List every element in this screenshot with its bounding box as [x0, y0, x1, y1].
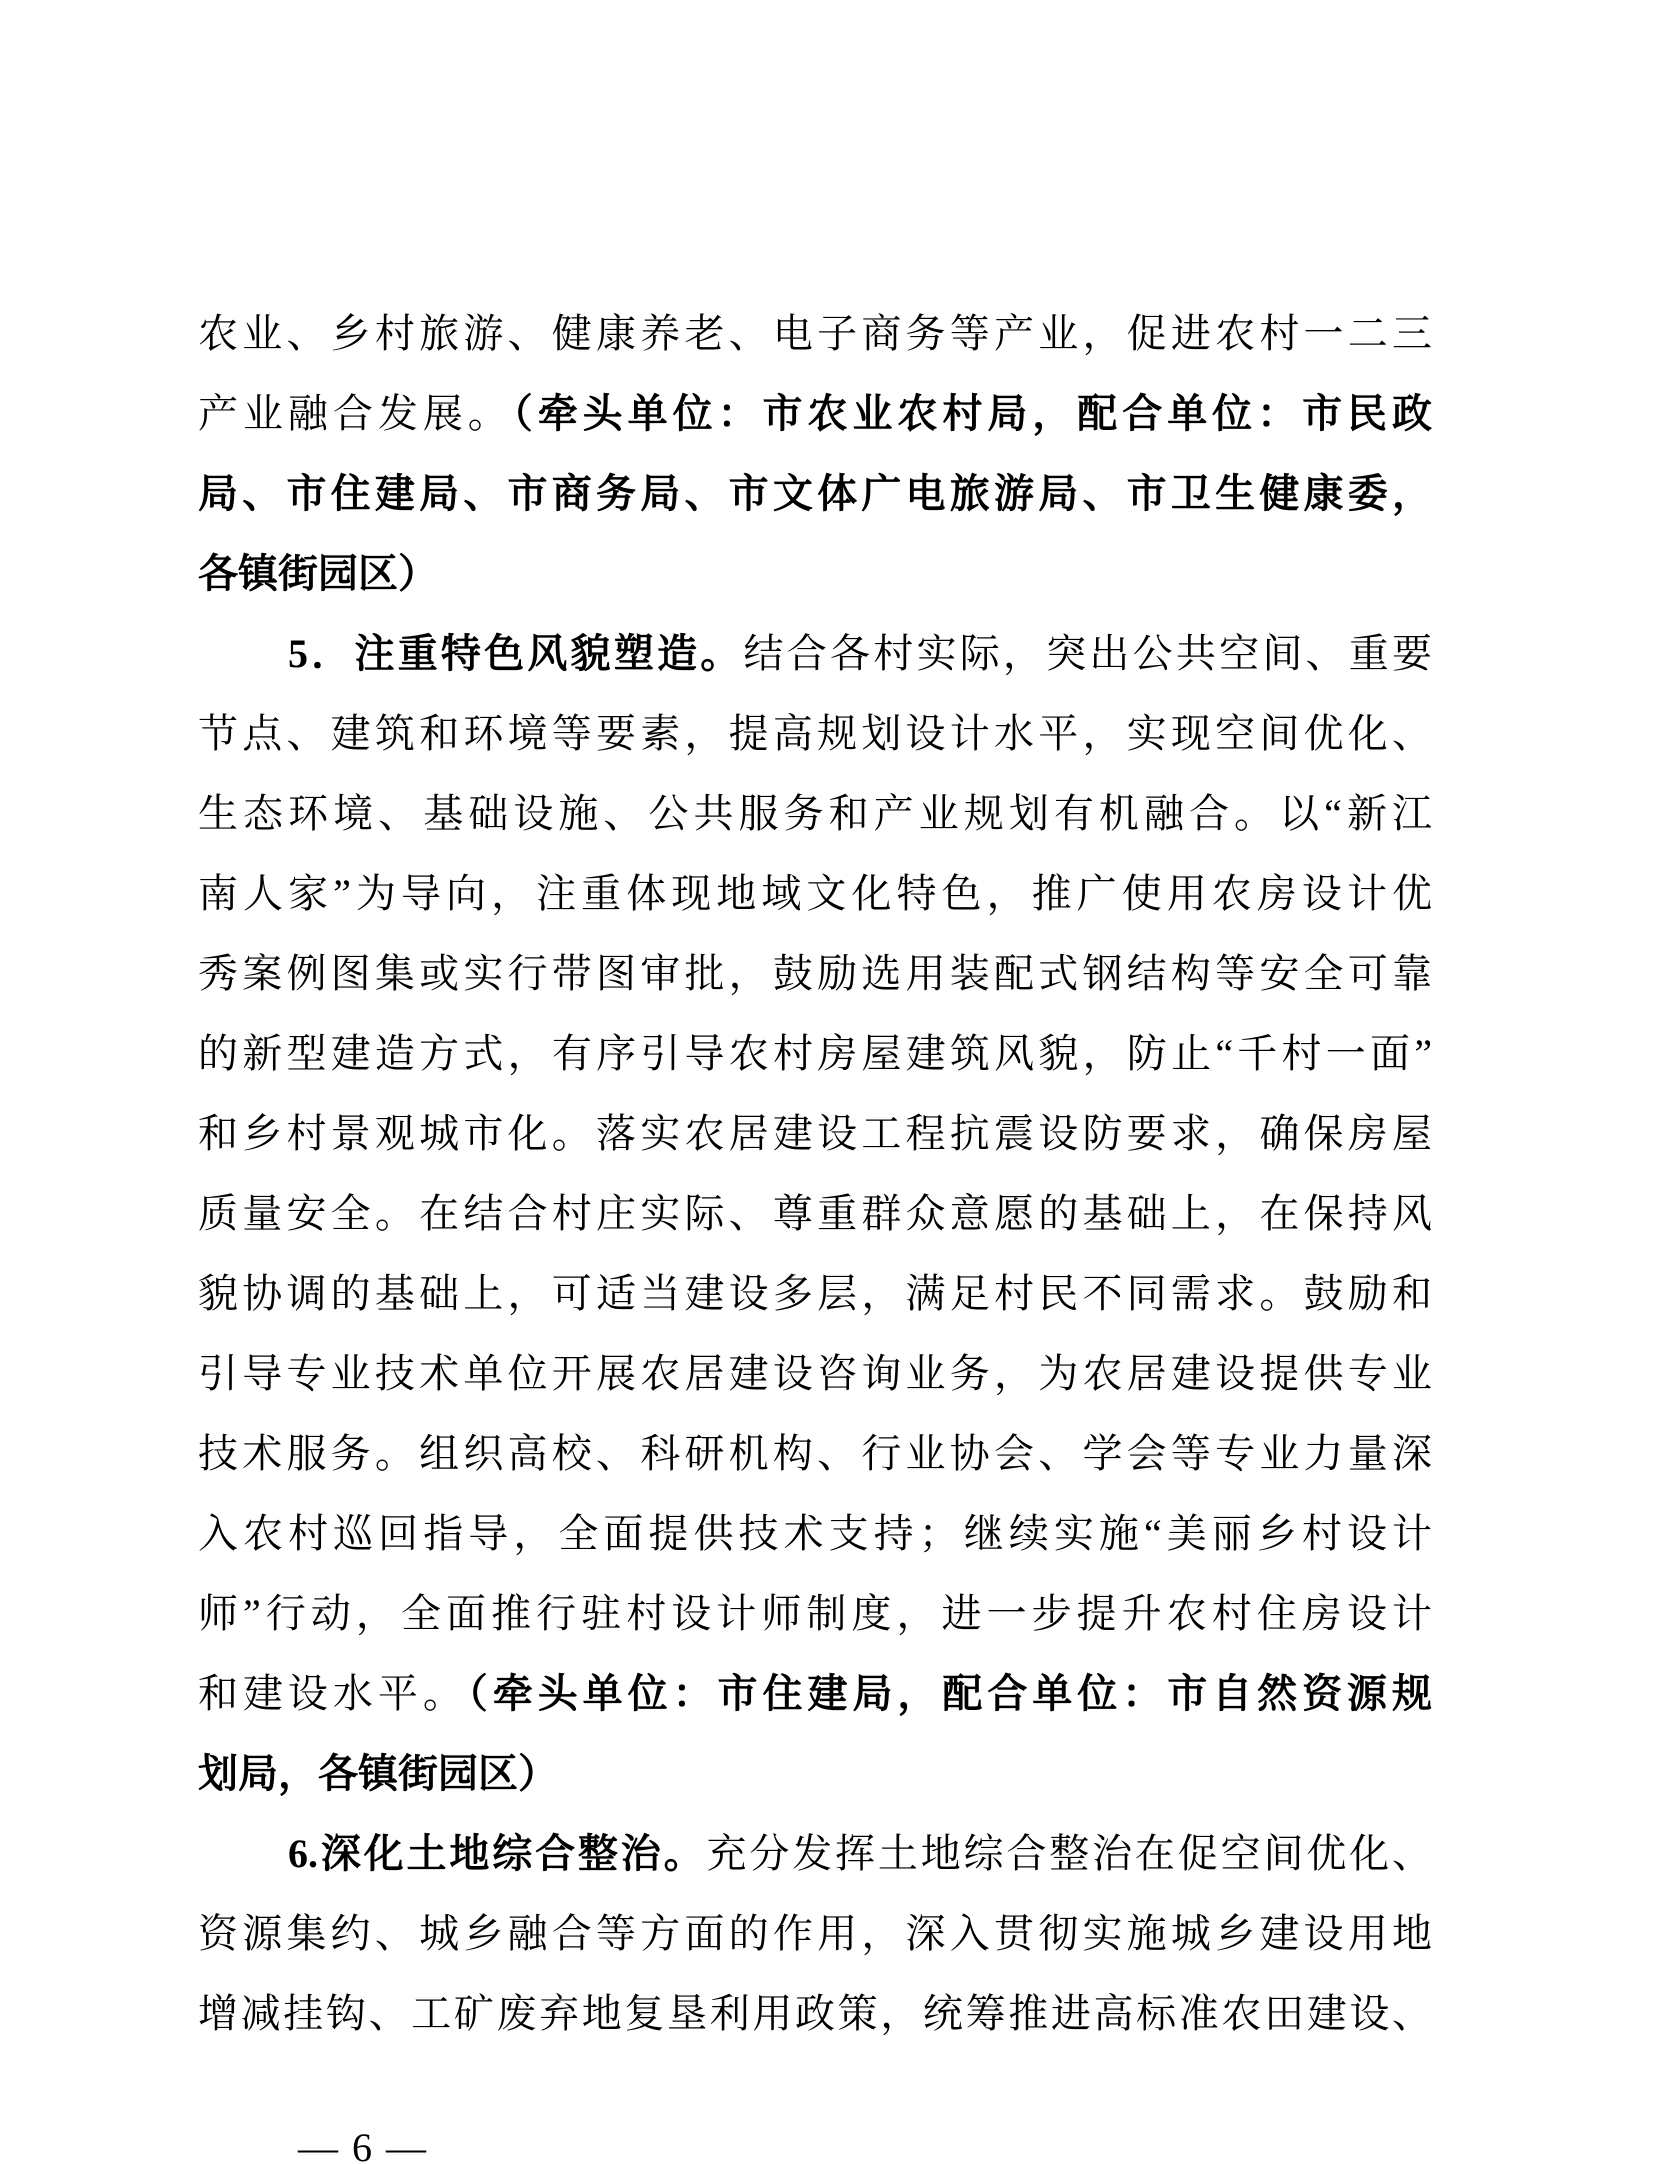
body-text: 增减挂钩、工矿废弃地复垦利用政策，统筹推进高标准农田建设、 — [198, 1991, 1432, 2036]
body-text: 南人家”为导向，注重体现地域文化特色，推广使用农房设计优 — [198, 871, 1432, 916]
text-line — [198, 1174, 1432, 1254]
text-line — [198, 854, 1432, 934]
body-text: 充分发挥土地综合整治在促空间优化、 — [706, 1831, 1433, 1876]
text-line — [198, 1014, 1432, 1094]
text-line — [198, 1894, 1432, 1974]
item-heading-5: 5．注重特色风貌塑造。 — [288, 631, 744, 676]
text-line — [198, 1254, 1432, 1334]
document-body — [198, 294, 1432, 2054]
body-text: 引导专业技术单位开展农居建设咨询业务，为农居建设提供专业 — [198, 1351, 1432, 1396]
body-text: 结合各村实际，突出公共空间、重要 — [743, 631, 1433, 676]
body-text: 貌协调的基础上，可适当建设多层，满足村民不同需求。鼓励和 — [198, 1271, 1432, 1316]
text-line — [198, 374, 1432, 454]
text-line — [198, 1734, 1432, 1814]
text-line — [198, 1654, 1432, 1734]
responsible-unit-text: 各镇街园区） — [198, 551, 438, 596]
text-line — [198, 454, 1432, 534]
text-line — [198, 1574, 1432, 1654]
body-text: 质量安全。在结合村庄实际、尊重群众意愿的基础上，在保持风 — [198, 1191, 1432, 1236]
responsible-unit-text: （牵头单位：市住建局，配合单位：市自然资源规 — [467, 1671, 1433, 1716]
body-text: 产业融合发展。 — [198, 391, 513, 436]
text-line — [198, 1494, 1432, 1574]
responsible-unit-text: （牵头单位：市农业农村局，配合单位：市民政 — [512, 391, 1433, 436]
body-text: 和乡村景观城市化。落实农居建设工程抗震设防要求，确保房屋 — [198, 1111, 1432, 1156]
text-line — [198, 1334, 1432, 1414]
text-line — [198, 1094, 1432, 1174]
responsible-unit-text: 局、市住建局、市商务局、市文体广电旅游局、市卫生健康委， — [198, 471, 1432, 516]
body-text: 秀案例图集或实行带图审批，鼓励选用装配式钢结构等安全可靠 — [198, 951, 1432, 996]
text-line — [198, 1974, 1432, 2054]
text-line — [198, 1814, 1432, 1894]
responsible-unit-text: 划局，各镇街园区） — [198, 1751, 558, 1796]
body-text: 和建设水平。 — [198, 1671, 468, 1716]
body-text: 生态环境、基础设施、公共服务和产业规划有机融合。以“新江 — [198, 791, 1432, 836]
item-heading-6: 6.深化土地综合整治。 — [288, 1831, 707, 1876]
body-text: 资源集约、城乡融合等方面的作用，深入贯彻实施城乡建设用地 — [198, 1911, 1432, 1956]
text-line — [198, 534, 1432, 614]
body-text: 农业、乡村旅游、健康养老、电子商务等产业，促进农村一二三 — [198, 311, 1432, 356]
body-text: 节点、建筑和环境等要素，提高规划设计水平，实现空间优化、 — [198, 711, 1432, 756]
text-line — [198, 694, 1432, 774]
body-text: 技术服务。组织高校、科研机构、行业协会、学会等专业力量深 — [198, 1431, 1432, 1476]
page-footer — [250, 2082, 428, 2164]
text-line — [198, 614, 1432, 694]
text-line — [198, 294, 1432, 374]
body-text: 入农村巡回指导，全面提供技术支持；继续实施“美丽乡村设计 — [198, 1511, 1432, 1556]
text-line — [198, 774, 1432, 854]
text-line — [198, 1414, 1432, 1494]
body-text: 的新型建造方式，有序引导农村房屋建筑风貌，防止“千村一面” — [198, 1031, 1432, 1076]
body-text: 师”行动，全面推行驻村设计师制度，进一步提升农村住房设计 — [198, 1591, 1432, 1636]
text-line — [198, 934, 1432, 1014]
page-number: — 6 — — [298, 2125, 428, 2164]
